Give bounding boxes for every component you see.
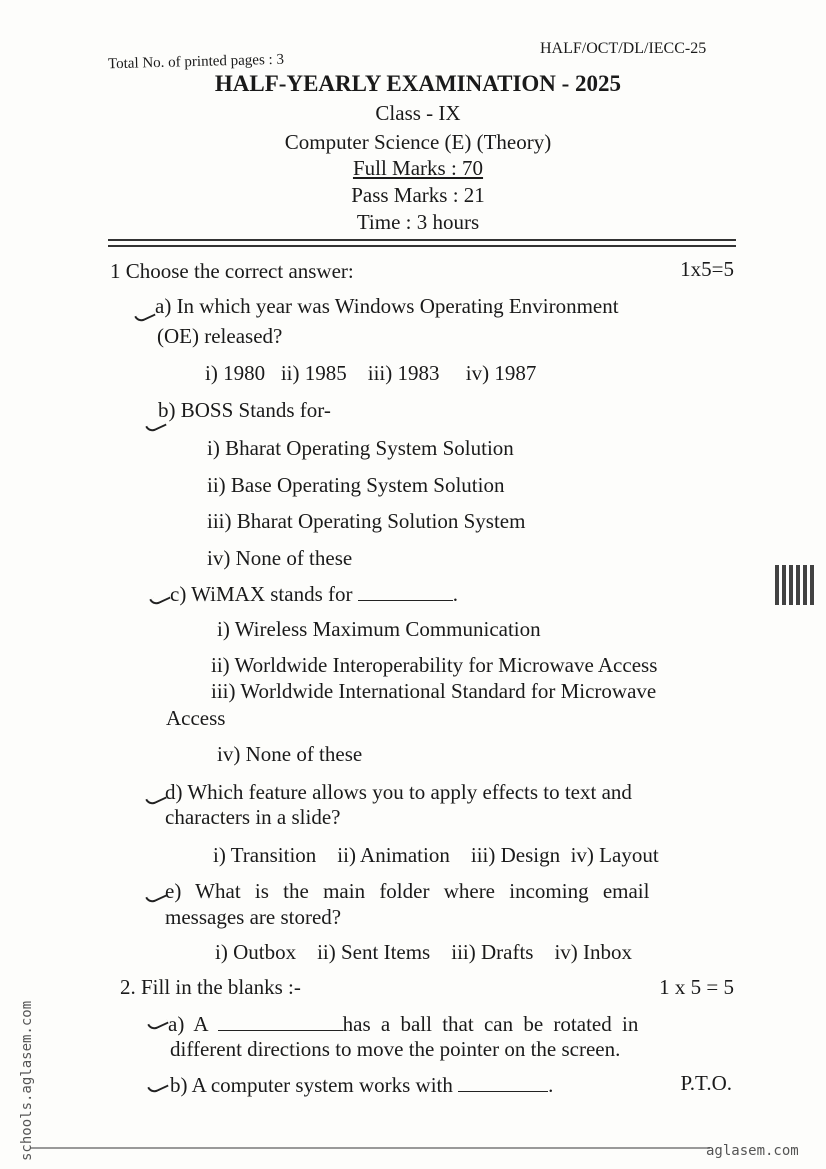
pass-marks: Pass Marks : 21 xyxy=(351,183,485,207)
side-watermark: schools.aglasem.com xyxy=(19,1000,35,1161)
corner-watermark: aglasem.com xyxy=(706,1143,799,1159)
q1-marks: 1x5=5 xyxy=(680,257,734,281)
q1b-option: i) Bharat Operating System Solution xyxy=(207,436,514,460)
printed-pages: Total No. of printed pages : 3 xyxy=(107,51,285,73)
q1e-line2: messages are stored? xyxy=(165,905,342,929)
q1c-option: iii) Worldwide International Standard for Microwave xyxy=(211,679,657,703)
paper-code: HALF/OCT/DL/IECC-25 xyxy=(540,40,707,57)
divider xyxy=(108,239,736,241)
bottom-divider xyxy=(30,1147,710,1149)
q1d-line1: d) Which feature allows you to apply effects to text and xyxy=(165,780,632,804)
check-mark-icon xyxy=(134,308,156,324)
qr-code-icon xyxy=(775,565,815,605)
answer-blank xyxy=(458,1075,548,1092)
q2a-line2: different directions to move the pointer on the screen. xyxy=(170,1037,621,1061)
q2b-line: b) A computer system works with . xyxy=(170,1073,554,1097)
q1a-line2: (OE) released? xyxy=(157,324,283,348)
check-mark-icon xyxy=(147,1079,169,1095)
exam-title: HALF-YEARLY EXAMINATION - 2025 xyxy=(214,71,622,96)
check-mark-icon xyxy=(149,591,171,607)
q1c-option: i) Wireless Maximum Communication xyxy=(217,617,541,641)
q1d-line2: characters in a slide? xyxy=(165,805,341,829)
q1-title: 1 Choose the correct answer: xyxy=(110,259,354,283)
q2-title: 2. Fill in the blanks :- xyxy=(120,975,301,999)
time-label: Time : 3 hours xyxy=(356,210,480,234)
q1a-line1: a) In which year was Windows Operating Environment xyxy=(155,294,619,318)
q1b-stem: b) BOSS Stands for- xyxy=(158,398,331,422)
q2-marks: 1 x 5 = 5 xyxy=(659,975,734,999)
q1b-option: ii) Base Operating System Solution xyxy=(207,473,505,497)
q1a-options: i) 1980 ii) 1985 iii) 1983 iv) 1987 xyxy=(205,361,537,385)
class-label: Class - IX xyxy=(375,101,461,125)
q1b-option: iii) Bharat Operating Solution System xyxy=(207,509,526,533)
answer-blank xyxy=(358,584,453,601)
q1e-options: i) Outbox ii) Sent Items iii) Drafts iv) Inbox xyxy=(215,940,633,964)
pto-label: P.T.O. xyxy=(680,1071,732,1095)
q1c-option: ii) Worldwide Interoperability for Microwave Access xyxy=(211,653,658,677)
check-mark-icon xyxy=(145,889,167,905)
check-mark-icon xyxy=(147,1016,169,1032)
q1c-option-cont: Access xyxy=(166,706,226,730)
q1c-stem: c) WiMAX stands for . xyxy=(170,582,458,606)
check-mark-icon xyxy=(145,791,167,807)
full-marks: Full Marks : 70 xyxy=(352,156,484,180)
q1c-option: iv) None of these xyxy=(217,742,363,766)
q1d-options: i) Transition ii) Animation iii) Design iv) Layout xyxy=(213,843,659,867)
divider xyxy=(108,245,736,247)
q1e-line1: e) What is the main folder where incoming email xyxy=(165,879,650,903)
q1b-option: iv) None of these xyxy=(207,546,353,570)
subject-label: Computer Science (E) (Theory) xyxy=(284,130,552,154)
q2a-line1: a) A has a ball that can be rotated in xyxy=(168,1012,639,1036)
answer-blank xyxy=(218,1014,343,1031)
